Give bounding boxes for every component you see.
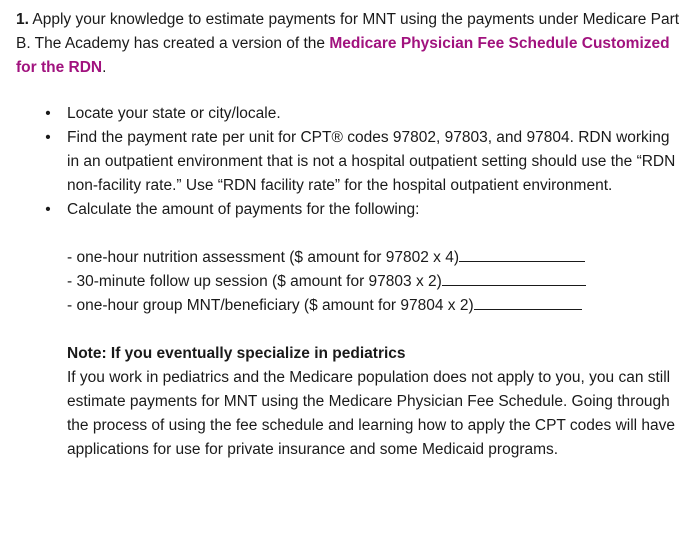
- calculation-text: - one-hour group MNT/beneficiary ($ amount for 97804 x 2): [67, 297, 474, 314]
- calculation-item: [67, 246, 682, 270]
- answer-blank[interactable]: [459, 246, 585, 262]
- bullet-icon: •: [45, 129, 51, 146]
- answer-blank[interactable]: [442, 270, 586, 286]
- question-intro: [16, 8, 682, 80]
- instruction-list: [16, 102, 682, 222]
- calculation-list: [16, 246, 682, 318]
- list-item-text: Calculate the amount of payments for the following:: [67, 201, 420, 218]
- list-item: [16, 198, 682, 222]
- bullet-icon: •: [45, 201, 51, 218]
- list-item: [16, 126, 682, 198]
- question-intro-text: Apply your knowledge to estimate payments for MNT using the payments under Medicare Part B. The Academy has created a version of the: [16, 11, 680, 52]
- fee-schedule-link[interactable]: Medicare Physician Fee Schedule Customized for the RDN: [16, 35, 670, 76]
- calculation-text: - one-hour nutrition assessment ($ amount for 97802 x 4): [67, 249, 460, 266]
- answer-blank[interactable]: [474, 294, 582, 310]
- calculation-item: [67, 294, 682, 318]
- pediatrics-note: [16, 342, 682, 462]
- calculation-text: - 30-minute follow up session ($ amount for 97803 x 2): [67, 273, 442, 290]
- calculation-item: [67, 270, 682, 294]
- question-number: 1.: [16, 11, 29, 28]
- list-item: [16, 102, 682, 126]
- note-heading: Note: If you eventually specialize in pediatrics: [67, 345, 406, 362]
- question-intro-end: .: [102, 59, 107, 76]
- list-item-text: Locate your state or city/locale.: [67, 105, 281, 122]
- note-body: If you work in pediatrics and the Medicare population does not apply to you, you can still estimate payments for MNT using the Medicare Physician Fee Schedule. Going through the process of using the fee schedule and learning how to apply the CPT codes will have applications for use for private insurance and some Medicaid programs.: [67, 369, 676, 458]
- list-item-text: Find the payment rate per unit for CPT® codes 97802, 97803, and 97804. RDN working in an outpatient environment that is not a hospital outpatient setting should use the “RDN non-facility rate.” Use “RDN facility rate” for the hospital outpatient environment.: [67, 129, 676, 194]
- bullet-icon: •: [45, 105, 51, 122]
